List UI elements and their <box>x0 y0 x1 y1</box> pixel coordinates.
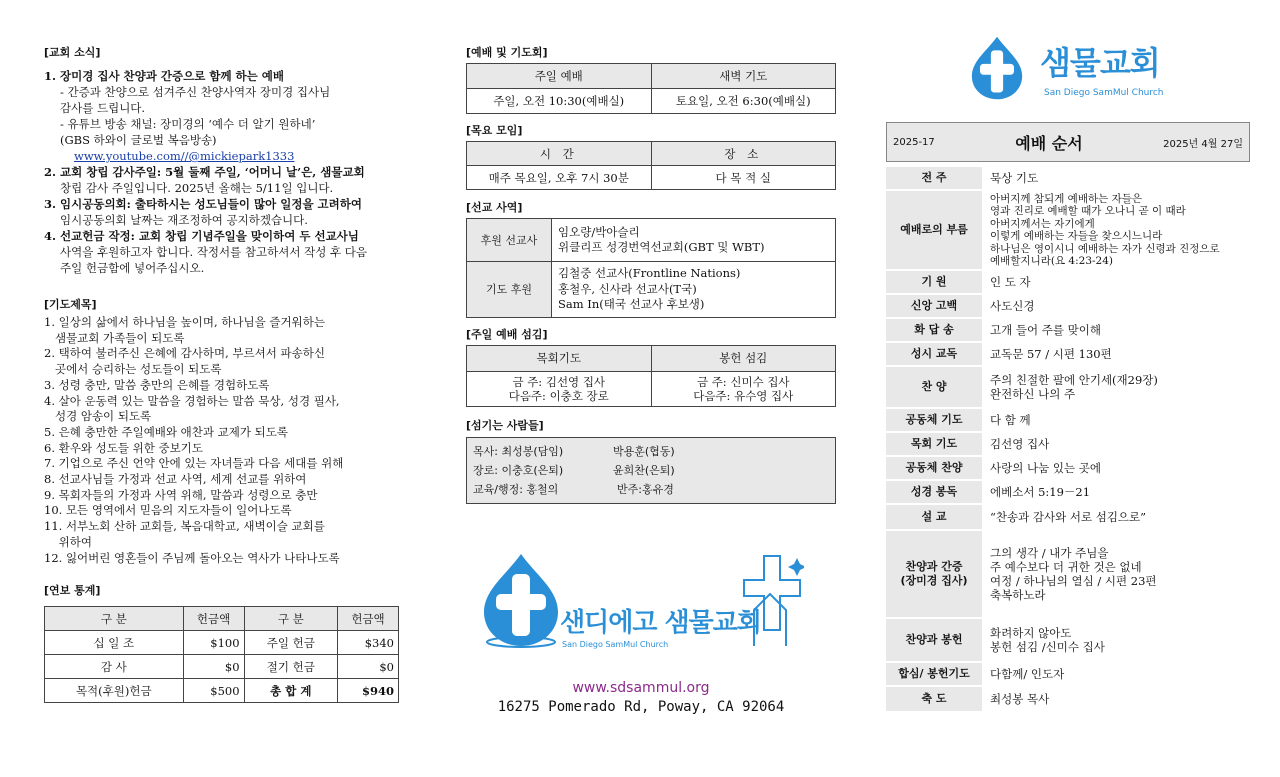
middle-column <box>466 44 836 504</box>
order-label: 공동체 기도 <box>886 409 982 431</box>
prayer-item: 8. 선교사님들 가정과 선교 사역, 세계 선교를 위하여 <box>44 472 307 487</box>
order-row <box>886 457 1250 479</box>
prayer-item: 샘물교회 가족들이 되도록 <box>44 330 185 345</box>
order-value: 사도신경 <box>990 299 1035 313</box>
stats-cell: $0 <box>183 655 244 679</box>
order-of-worship <box>886 122 1250 773</box>
order-label: 전 주 <box>886 167 982 189</box>
stats-cell: $340 <box>338 631 399 655</box>
prayer-item: 7. 기업으로 주신 언약 안에 있는 자녀들과 다음 세대를 위해 <box>44 456 344 471</box>
stats-cell: $940 <box>338 679 399 703</box>
mission-label: 기도 후원 <box>467 262 552 317</box>
servers-cell: 윤희찬(은퇴) <box>613 463 675 477</box>
stats-cell: 십 일 조 <box>45 631 184 655</box>
mission-line: 홍철우, 신사라 선교사(T국) <box>558 281 697 296</box>
order-label: 찬양과 간증 (장미경 집사) <box>886 531 982 617</box>
order-row <box>886 167 1250 189</box>
order-row <box>886 481 1250 503</box>
news-heading: [교회 소식] <box>44 46 101 59</box>
order-value: 다 함 께 <box>990 413 1031 427</box>
bulletin-number: 2025-17 <box>893 136 935 148</box>
order-label: 기 원 <box>886 271 982 293</box>
news-item: 창립 감사 주일입니다. 2025년 올해는 5/11일 입니다. <box>60 181 334 195</box>
servers-heading: [섬기는 사람들] <box>466 418 544 432</box>
servers-box <box>466 437 836 504</box>
service-table <box>466 345 836 407</box>
order-list <box>886 167 1250 773</box>
service-cell <box>651 371 836 406</box>
prayer-item: 11. 서부노회 산하 교회들, 복음대학교, 새벽이슬 교회를 <box>44 519 325 534</box>
prayer-item: 위하여 <box>44 534 92 549</box>
mission-lines <box>552 219 771 261</box>
thursday-heading: [목요 모임] <box>466 124 523 137</box>
news-item: - 간증과 찬양으로 섬겨주신 찬양사역자 장미경 집사님 <box>60 85 331 99</box>
news-item: 임시공동의회 날짜는 재조정하여 공지하겠습니다. <box>60 213 308 227</box>
stats-cell: $0 <box>338 655 399 679</box>
stats-header: 헌금액 <box>183 607 244 631</box>
order-value: 에베소서 5:19－21 <box>990 485 1091 499</box>
servers-row <box>473 480 829 499</box>
order-label: 공동체 찬양 <box>886 457 982 479</box>
order-value: 교독문 57 / 시편 130편 <box>990 347 1112 361</box>
order-value: 주의 친절한 팔에 안기세(재29장) 완전하신 나의 주 <box>990 373 1158 401</box>
news-item: 사역을 후원하고자 합니다. 작정서를 참고하셔서 작성 후 다음 <box>60 245 367 259</box>
brand-header <box>966 34 1226 104</box>
stats-cell: $500 <box>183 679 244 703</box>
service-line: 금 주: 김선영 집사 <box>512 374 606 389</box>
servers-row <box>473 442 829 461</box>
prayer-list <box>44 315 399 566</box>
order-value: 아버지께 참되게 예배하는 자들은 영과 진리로 예배할 때가 오나니 곧 이 때라 아버지께서는 자기에게 이렇게 예배하는 자들을 찾으시느니라 하나님은 영이시니 예배하는 자가 신령과 진정으로 예배할지니라(요 4:23-24) <box>990 192 1220 267</box>
order-label: 성경 봉독 <box>886 481 982 503</box>
brand-name: 샘물교회 <box>1040 44 1160 82</box>
order-row <box>886 531 1250 617</box>
servers-cell: 반주:홍유경 <box>617 482 674 496</box>
order-row <box>886 505 1250 529</box>
mission-line: Sam In(태국 선교사 후보생) <box>558 297 705 311</box>
water-drop-cross-icon <box>966 34 1028 102</box>
service-line: 다음주: 이충호 장로 <box>508 388 609 403</box>
stats-cell: 총 합 계 <box>244 679 337 703</box>
order-value: 그의 생각 / 내가 주님을 주 예수보다 더 귀한 것은 없네 여정 / 하나님의 열심 / 시편 23편 축복하노라 <box>990 546 1157 602</box>
mission-lines <box>552 262 746 317</box>
servers-row <box>473 461 829 480</box>
service-cell <box>467 371 652 406</box>
servers-cell: 장로: 이충호(은퇴) <box>473 463 564 477</box>
order-value: 김선영 집사 <box>990 437 1050 451</box>
mission-line: 김철중 선교사(Frontline Nations) <box>558 266 741 280</box>
news-item: 4. 선교헌금 작정: 교회 창립 기념주일을 맞이하여 두 선교사님 <box>44 229 359 243</box>
order-label: 축 도 <box>886 687 982 711</box>
prayer-item: 곳에서 승리하는 성도들이 되도록 <box>44 362 222 377</box>
order-title: 예배 순서 <box>1015 133 1083 153</box>
order-label: 성시 교독 <box>886 343 982 365</box>
news-item: 3. 임시공동의회: 출타하시는 성도님들이 많아 일정을 고려하여 <box>44 197 362 211</box>
worship-header: 주일 예배 <box>467 64 652 89</box>
order-row <box>886 343 1250 365</box>
order-value: 다함께/ 인도자 <box>990 667 1065 681</box>
church-outline-icon <box>734 550 804 650</box>
youtube-link[interactable]: www.youtube.com//@mickiepark1333 <box>74 149 295 163</box>
worship-header: 새벽 기도 <box>651 64 836 89</box>
order-label: 신앙 고백 <box>886 295 982 317</box>
order-header <box>886 122 1250 162</box>
prayer-item: 5. 은혜 충만한 주일예배와 애찬과 교제가 되도록 <box>44 424 288 439</box>
thursday-value: 다 목 적 실 <box>651 166 836 190</box>
order-value: 화려하지 않아도 봉헌 섬김 /신미수 집사 <box>990 626 1105 654</box>
prayer-item: 1. 일상의 삶에서 하나님을 높이며, 하나님을 즐거워하는 <box>44 315 325 329</box>
stats-header: 헌금액 <box>338 607 399 631</box>
worship-table <box>466 63 836 114</box>
website-link[interactable]: www.sdsammul.org <box>572 680 710 696</box>
order-label: 목회 기도 <box>886 433 982 455</box>
news-item: 감사를 드립니다. <box>60 101 146 115</box>
stats-cell: 주일 헌금 <box>244 631 337 655</box>
order-row <box>886 619 1250 661</box>
prayer-item: 9. 목회자들의 가정과 사역 위해, 말씀과 성령으로 충만 <box>44 487 318 502</box>
stats-cell: 목적(후원)헌금 <box>45 679 184 703</box>
worship-heading: [예배 및 기도회] <box>466 46 548 59</box>
order-value: 최성봉 목사 <box>990 692 1050 706</box>
order-row <box>886 295 1250 317</box>
order-row <box>886 319 1250 341</box>
stats-heading: [연보 통계] <box>44 584 101 598</box>
news-item: - 유튜브 방송 채널: 장미경의 ‘예수 더 알기 원하네’ <box>60 117 316 131</box>
logo-text: 샌디에고 샘물교회 <box>560 608 761 638</box>
order-row <box>886 687 1250 711</box>
church-address: 16275 Pomerado Rd, Poway, CA 92064 <box>497 699 785 715</box>
logo-subtext: San Diego SamMul Church <box>562 640 669 649</box>
bulletin-date: 2025년 4월 27일 <box>1163 138 1243 150</box>
prayer-item: 2. 택하여 불러주신 은혜에 감사하며, 부르셔서 파송하신 <box>44 346 325 361</box>
prayer-item: 6. 환우와 성도들 위한 중보기도 <box>44 440 203 455</box>
service-heading: [주일 예배 섬김] <box>466 327 548 341</box>
news-list <box>44 68 399 276</box>
mission-row <box>467 219 835 262</box>
mission-heading: [선교 사역] <box>466 201 523 214</box>
worship-value: 토요일, 오전 6:30(예배실) <box>651 89 836 114</box>
stats-cell: 감 사 <box>45 655 184 679</box>
prayer-item: 4. 살아 운동력 있는 말씀을 경험하는 말씀 묵상, 성경 필사, <box>44 393 340 408</box>
thursday-value: 매주 목요일, 오후 7시 30분 <box>467 166 652 190</box>
prayer-item: 3. 성령 충만, 말씀 충만의 은혜를 경험하도록 <box>44 377 270 392</box>
thursday-header: 시 간 <box>467 142 652 166</box>
order-row <box>886 271 1250 293</box>
stats-table <box>44 606 399 703</box>
service-line: 다음주: 유수영 집사 <box>693 388 794 403</box>
prayer-item: 12. 잃어버린 영혼들이 주님께 돌아오는 역사가 나타나도록 <box>44 550 340 565</box>
servers-cell: 교육/행정: 홍철의 <box>473 482 559 496</box>
mission-line: 임오량/박아슬리 <box>558 225 640 239</box>
order-label: 찬 양 <box>886 367 982 407</box>
stats-cell: $100 <box>183 631 244 655</box>
stats-header: 구 분 <box>45 607 184 631</box>
mission-table <box>466 218 836 318</box>
order-label: 설 교 <box>886 505 982 529</box>
order-row <box>886 409 1250 431</box>
service-header: 봉헌 섬김 <box>651 345 836 371</box>
news-item: 주일 헌금함에 넣어주십시오. <box>60 261 205 275</box>
order-label: 예배로의 부름 <box>886 191 982 269</box>
mission-row <box>467 262 835 317</box>
mission-label: 후원 선교사 <box>467 219 552 261</box>
brand-subtext: San Diego SamMul Church <box>1044 88 1164 98</box>
servers-cell: 목사: 최성봉(담임) <box>473 444 564 458</box>
order-label: 화 답 송 <box>886 319 982 341</box>
prayer-item: 10. 모든 영역에서 믿음의 지도자들이 일어나도록 <box>44 503 292 518</box>
order-label: 합심/ 봉헌기도 <box>886 663 982 685</box>
order-value: 고개 들어 주를 맞이해 <box>990 323 1101 337</box>
order-row <box>886 433 1250 455</box>
stats-cell: 절기 헌금 <box>244 655 337 679</box>
order-row <box>886 663 1250 685</box>
order-value: 인 도 자 <box>990 275 1031 289</box>
news-item: (GBS 하와이 글로벌 복음방송) <box>60 133 217 147</box>
order-row <box>886 191 1250 269</box>
servers-cell: 박용훈(협동) <box>613 444 675 458</box>
prayer-heading: [기도제목] <box>44 298 97 311</box>
news-item: 1. 장미경 집사 찬양과 간증으로 함께 하는 예배 <box>44 69 284 83</box>
prayer-item: 성경 암송이 되도록 <box>44 409 152 424</box>
thursday-table <box>466 141 836 190</box>
order-value: 묵상 기도 <box>990 171 1039 185</box>
water-drop-cross-icon <box>476 550 566 650</box>
service-line: 금 주: 신미수 집사 <box>696 374 790 389</box>
order-row <box>886 367 1250 407</box>
stats-header: 구 분 <box>244 607 337 631</box>
mission-line: 위클리프 성경번역선교회(GBT 및 WBT) <box>558 240 765 254</box>
left-column <box>44 44 399 703</box>
order-value: 사랑의 나눔 있는 곳에 <box>990 461 1101 475</box>
service-header: 목회기도 <box>467 345 652 371</box>
order-label: 찬양과 봉헌 <box>886 619 982 661</box>
church-logo-large <box>476 550 806 660</box>
order-value: “찬송과 감사와 서로 섬김으로” <box>990 510 1147 524</box>
worship-value: 주일, 오전 10:30(예배실) <box>467 89 652 114</box>
news-item: 2. 교회 창립 감사주일: 5월 둘째 주일, ‘어머니 날’은, 샘물교회 <box>44 165 365 179</box>
thursday-header: 장 소 <box>651 142 836 166</box>
